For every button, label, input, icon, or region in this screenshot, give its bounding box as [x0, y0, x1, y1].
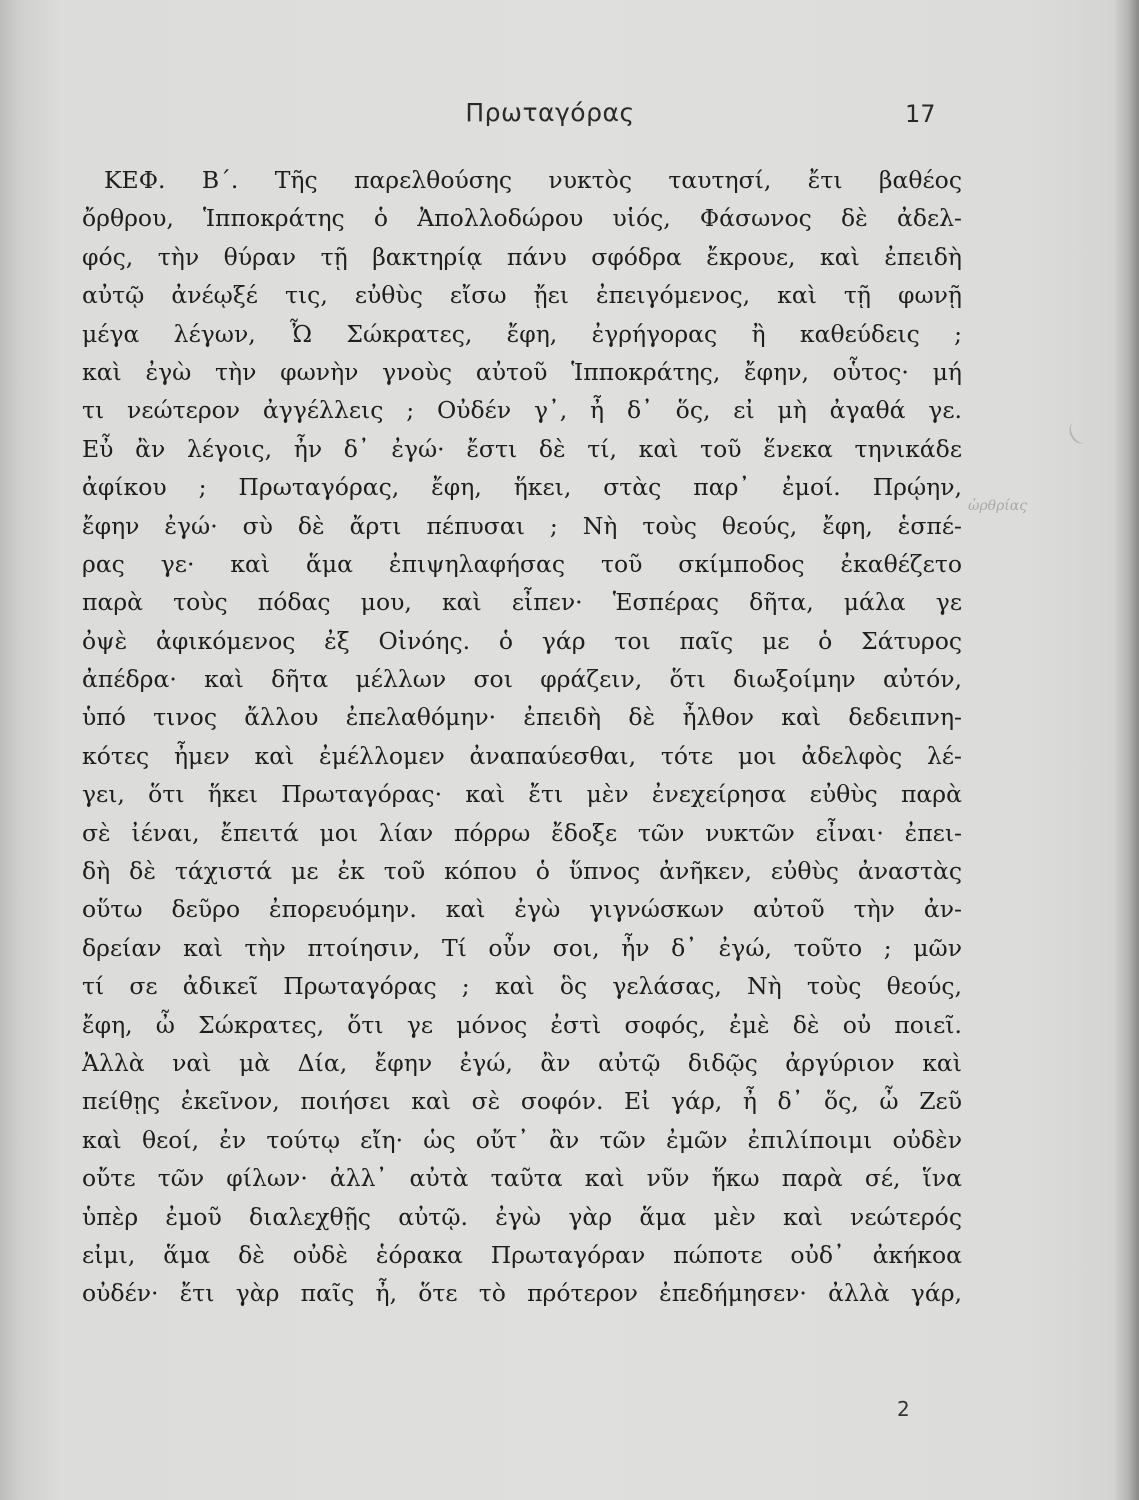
text-line: εἰμι, ἅμα δὲ οὐδὲ ἑόρακα Πρωταγόραν πώποτε οὐδ᾽ ἀκήκοα: [82, 1240, 962, 1269]
text-line: πείθῃς ἐκεῖνον, ποιήσει καὶ σὲ σοφόν. Εἰ γάρ, ἦ δ᾽ ὅς, ὦ Ζεῦ: [82, 1087, 962, 1116]
text-line: παρὰ τοὺς πόδας μου, καὶ εἶπεν· Ἑσπέρας δῆτα, μάλα γε: [82, 588, 962, 617]
text-line: τί σε ἀδικεῖ Πρωταγόρας ; καὶ ὃς γελάσας, Νὴ τοὺς θεούς,: [82, 972, 962, 1001]
text-line: ὑπό τινος ἄλλου ἐπελαθόμην· ἐπειδὴ δὲ ἦλθον καὶ δεδειπνη-: [82, 703, 962, 732]
body-text: [82, 161, 962, 1313]
text-line: κότες ἦμεν καὶ ἐμέλλομεν ἀναπαύεσθαι, τότε μοι ἀδελφὸς λέ-: [82, 741, 962, 770]
text-line: ἀπέδρα· καὶ δῆτα μέλλων σοι φράζειν, ὅτι διωξοίμην αὐτόν,: [82, 665, 962, 694]
text-line: δρείαν καὶ τὴν πτοίησιν, Τί οὖν σοι, ἦν δ᾽ ἐγώ, τοῦτο ; μῶν: [82, 933, 962, 962]
margin-pencil-mark: [1065, 417, 1094, 448]
text-line: ὑπὲρ ἐμοῦ διαλεχθῇς αὐτῷ. ἐγὼ γὰρ ἅμα μὲν καὶ νεώτερός: [82, 1202, 962, 1231]
text-line: ΚΕΦ. Β΄. Τῆς παρελθούσης νυκτὸς ταυτησί, ἔτι βαθέος: [104, 166, 962, 194]
text-line: σὲ ἰέναι, ἔπειτά μοι λίαν πόρρω ἔδοξε τῶν νυκτῶν εἶναι· ἐπει-: [82, 818, 962, 847]
text-line: ὄρθρου, Ἱπποκράτης ὁ Ἀπολλοδώρου υἱός, Φάσωνος δὲ ἀδελ-: [82, 204, 962, 233]
text-line: ἀφίκου ; Πρωταγόρας, ἔφη, ἥκει, στὰς παρ᾽ ἐμοί. Πρῴην,: [82, 473, 962, 502]
text-line: ἔφην ἐγώ· σὺ δὲ ἄρτι πέπυσαι ; Νὴ τοὺς θεούς, ἔφη, ἑσπέ-: [82, 511, 962, 540]
text-line: αὐτῷ ἀνέῳξέ τις, εὐθὺς εἴσω ᾔει ἐπειγόμενος, καὶ τῇ φωνῇ: [82, 281, 962, 310]
text-line: καὶ θεοί, ἐν τούτῳ εἴη· ὡς οὔτ᾽ ἂν τῶν ἐμῶν ἐπιλίποιμι οὐδὲν: [82, 1125, 962, 1154]
text-line: οὕτω δεῦρο ἐπορευόμην. καὶ ἐγὼ γιγνώσκων αὐτοῦ τὴν ἀν-: [82, 895, 962, 924]
text-line: Εὖ ἂν λέγοις, ἦν δ᾽ ἐγώ· ἔστι δὲ τί, καὶ τοῦ ἕνεκα τηνικάδε: [82, 434, 962, 463]
text-line: γει, ὅτι ἥκει Πρωταγόρας· καὶ ἔτι μὲν ἐνεχείρησα εὐθὺς παρὰ: [82, 780, 962, 809]
text-line: φός, τὴν θύραν τῇ βακτηρίᾳ πάνυ σφόδρα ἔκρουε, καὶ ἐπειδὴ: [82, 242, 962, 271]
page-number: 17: [905, 100, 936, 128]
text-line: Ἀλλὰ ναὶ μὰ Δία, ἔφην ἐγώ, ἂν αὐτῷ διδῷς ἀργύριον καὶ: [82, 1048, 962, 1077]
text-line: μέγα λέγων, Ὦ Σώκρατες, ἔφη, ἐγρήγορας ἢ καθεύδεις ;: [82, 319, 962, 348]
text-line: τι νεώτερον ἀγγέλλεις ; Οὐδέν γ᾽, ἦ δ᾽ ὅς, εἰ μὴ ἀγαθά γε.: [82, 396, 962, 425]
handwritten-margin-note: ὠρθρίας: [968, 498, 1028, 514]
signature-mark: 2: [897, 1397, 910, 1421]
text-line: ρας γε· καὶ ἅμα ἐπιψηλαφήσας τοῦ σκίμποδος ἐκαθέζετο: [82, 549, 962, 578]
text-line: ἔφη, ὦ Σώκρατες, ὅτι γε μόνος ἐστὶ σοφός, ἐμὲ δὲ οὐ ποιεῖ.: [82, 1010, 962, 1039]
text-line: ὀψὲ ἀφικόμενος ἐξ Οἰνόης. ὁ γάρ τοι παῖς με ὁ Σάτυρος: [82, 626, 962, 655]
text-line: καὶ ἐγὼ τὴν φωνὴν γνοὺς αὐτοῦ Ἱπποκράτης, ἔφην, οὗτος· μή: [82, 357, 962, 386]
text-line: δὴ δὲ τάχιστά με ἐκ τοῦ κόπου ὁ ὕπνος ἀνῆκεν, εὐθὺς ἀναστὰς: [82, 857, 962, 886]
running-header-title: Πρωταγόρας: [465, 98, 635, 127]
page-gutter-shadow: [1113, 0, 1139, 1500]
text-line: οὐδέν· ἔτι γὰρ παῖς ἦ, ὅτε τὸ πρότερον ἐπεδήμησεν· ἀλλὰ γάρ,: [82, 1279, 962, 1308]
text-line: οὔτε τῶν φίλων· ἀλλ᾽ αὐτὰ ταῦτα καὶ νῦν ἥκω παρὰ σέ, ἵνα: [82, 1164, 962, 1193]
